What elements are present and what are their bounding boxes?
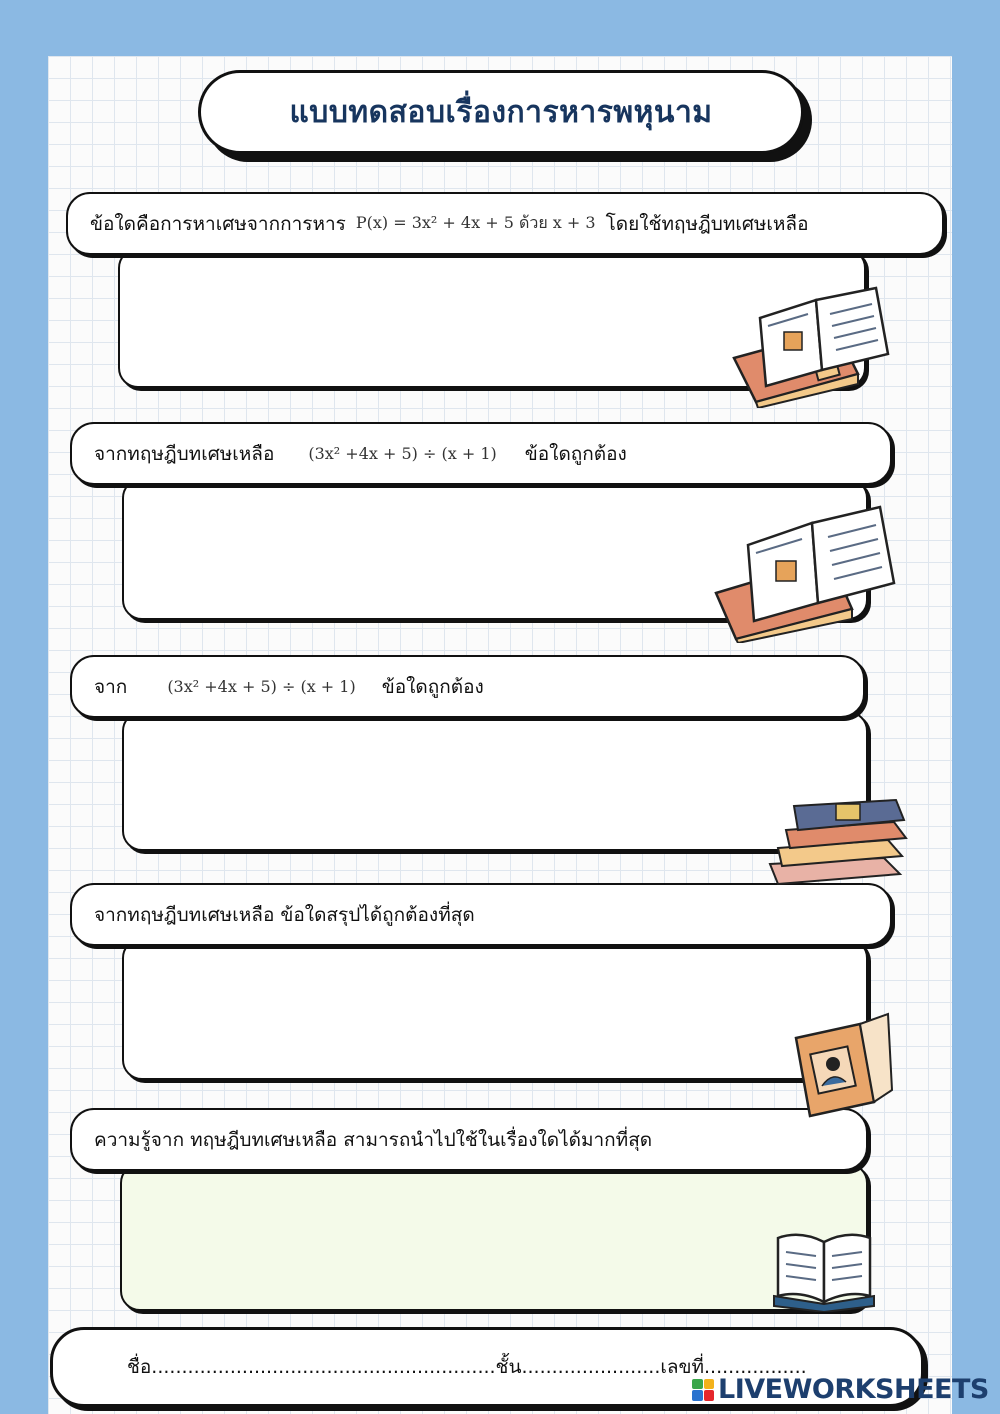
question-3-box bbox=[70, 655, 865, 718]
student-info-line[interactable]: ชื่อ.........................................................ชั้น.......................เลขที่................. bbox=[127, 1356, 807, 1378]
question-3-suffix: ข้อใดถูกต้อง bbox=[381, 675, 484, 698]
brand-text: LIVEWORKSHEETS bbox=[718, 1374, 989, 1405]
page-title: แบบทดสอบเรื่องการหารพหุนาม bbox=[289, 94, 713, 130]
question-4-prefix: จากทฤษฎีบทเศษเหลือ ข้อใดสรุปได้ถูกต้องที่สุด bbox=[94, 903, 475, 926]
question-1-math: P(x) = 3x² + 4x + 5 ด้วย x + 3 bbox=[355, 213, 596, 232]
question-4-box bbox=[70, 883, 892, 946]
liveworksheets-logo-icon bbox=[692, 1379, 714, 1401]
question-5-prefix: ความรู้จาก ทฤษฎีบทเศษเหลือ สามารถนำไปใช้ในเรื่องใดได้มากที่สุด bbox=[94, 1128, 653, 1151]
question-3-prefix: จาก bbox=[94, 675, 128, 698]
question-2-box bbox=[70, 422, 892, 485]
question-2-suffix: ข้อใดถูกต้อง bbox=[524, 442, 627, 465]
question-1-prefix: ข้อใดคือการหาเศษจากการหาร bbox=[90, 212, 346, 235]
open-book-stack-icon bbox=[712, 497, 904, 643]
question-5-box bbox=[70, 1108, 868, 1171]
question-1-box bbox=[66, 192, 944, 255]
question-3-answers bbox=[122, 711, 868, 851]
question-4-answers bbox=[122, 938, 868, 1080]
question-2-prefix: จากทฤษฎีบทเศษเหลือ bbox=[94, 442, 275, 465]
question-3-math: (3x² +4x + 5) ÷ (x + 1) bbox=[167, 677, 356, 696]
question-1-suffix: โดยใช้ทฤษฎีบทเศษเหลือ bbox=[605, 212, 809, 235]
liveworksheets-brand bbox=[692, 1374, 989, 1405]
open-book-icon bbox=[770, 1226, 878, 1312]
title-banner bbox=[198, 70, 804, 154]
question-5-answers bbox=[120, 1163, 868, 1311]
book-icon bbox=[790, 1010, 894, 1118]
book-stack-icon bbox=[764, 794, 910, 886]
open-book-stack-icon bbox=[726, 278, 896, 408]
question-2-math: (3x² +4x + 5) ÷ (x + 1) bbox=[308, 444, 497, 463]
